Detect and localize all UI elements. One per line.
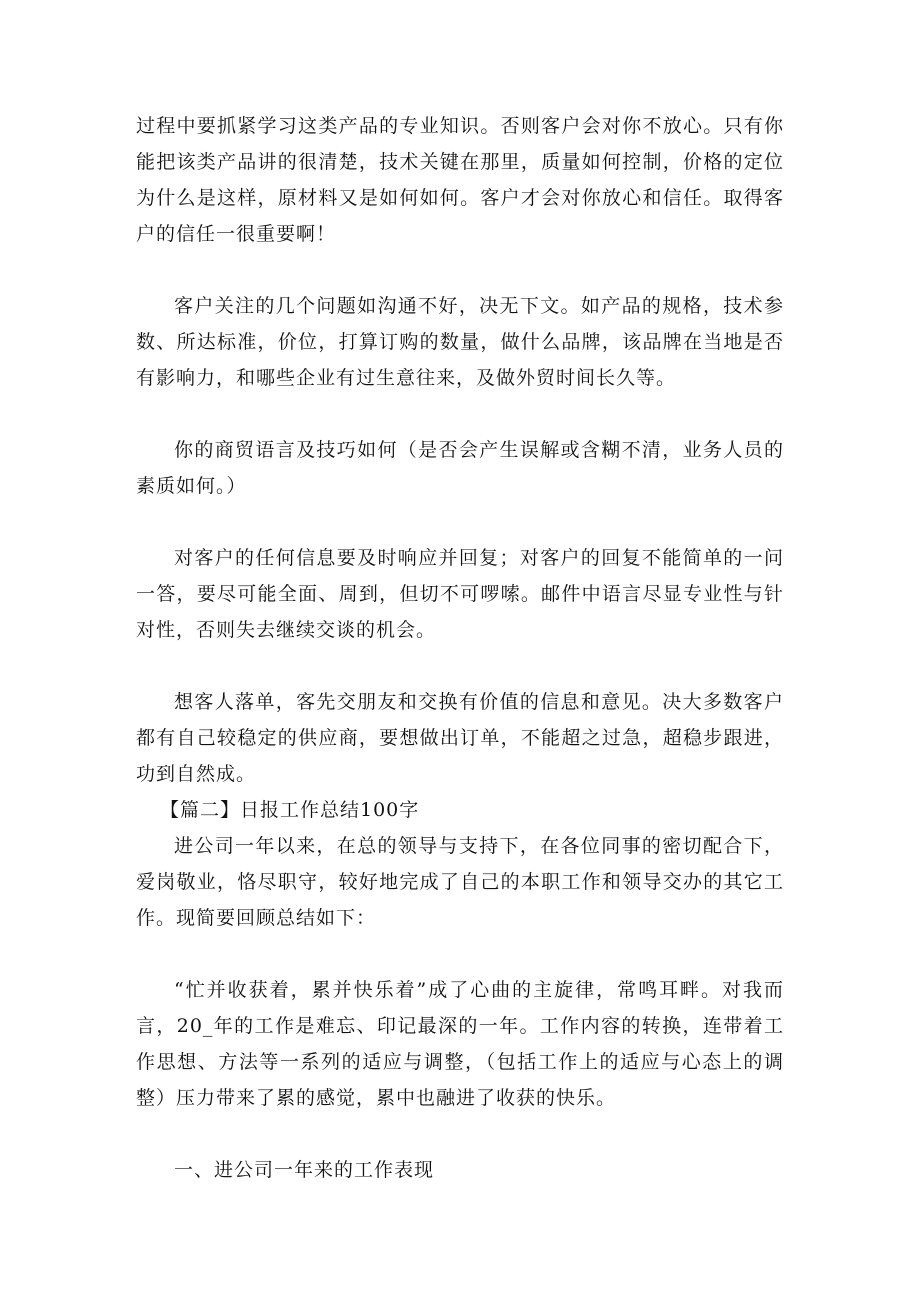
paragraph-trade-language: 你的商贸语言及技巧如何（是否会产生误解或含糊不清，业务人员的素质如何。） xyxy=(136,439,784,497)
paragraph-work-performance-heading: 一、进公司一年来的工作表现 xyxy=(174,1159,435,1181)
paragraph-busy-and-happy: “忙并收获着，累并快乐着”成了心曲的主旋律，常鸣耳畔。对我而言，20_年的工作是难忘、印记最深的一年。工作内容的转换，连带着工作思想、方法等一系列的适应与调整，（包括工作上的适应与心态上的调整）压力带来了累的感觉，累中也融进了收获的快乐。 xyxy=(136,979,784,1109)
section-heading: 【篇二】日报工作总结100字 xyxy=(160,799,420,821)
paragraph-customer-concerns: 客户关注的几个问题如沟通不好，决无下文。如产品的规格，技术参数、所达标准，价位，打算订购的数量，做什么品牌，该品牌在当地是否有影响力，和哪些企业有过生意往来，及做外贸时间长久等。 xyxy=(136,295,784,389)
paragraph-make-friends: 想客人落单，客先交朋友和交换有价值的信息和意见。决大多数客户都有自己较稳定的供应商，要想做出订单，不能超之过急，超稳步跟进，功到自然成。 xyxy=(136,691,784,785)
paragraph-product-knowledge: 过程中要抓紧学习这类产品的专业知识。否则客户会对你不放心。只有你能把该类产品讲的很清楚，技术关键在那里，质量如何控制，价格的定位为什么是这样，原材料又是如何如何。客户才会对你放心和信任。取得客户的信任一很重要啊！ xyxy=(136,115,784,245)
paragraph-reply-customers: 对客户的任何信息要及时响应并回复；对客户的回复不能简单的一问一答，要尽可能全面、周到，但切不可啰嗦。邮件中语言尽显专业性与针对性，否则失去继续交谈的机会。 xyxy=(136,547,784,641)
paragraph-one-year-summary: 进公司一年以来，在总的领导与支持下，在各位同事的密切配合下，爱岗敬业，恪尽职守，较好地完成了自己的本职工作和领导交办的其它工作。现简要回顾总结如下： xyxy=(136,835,784,929)
